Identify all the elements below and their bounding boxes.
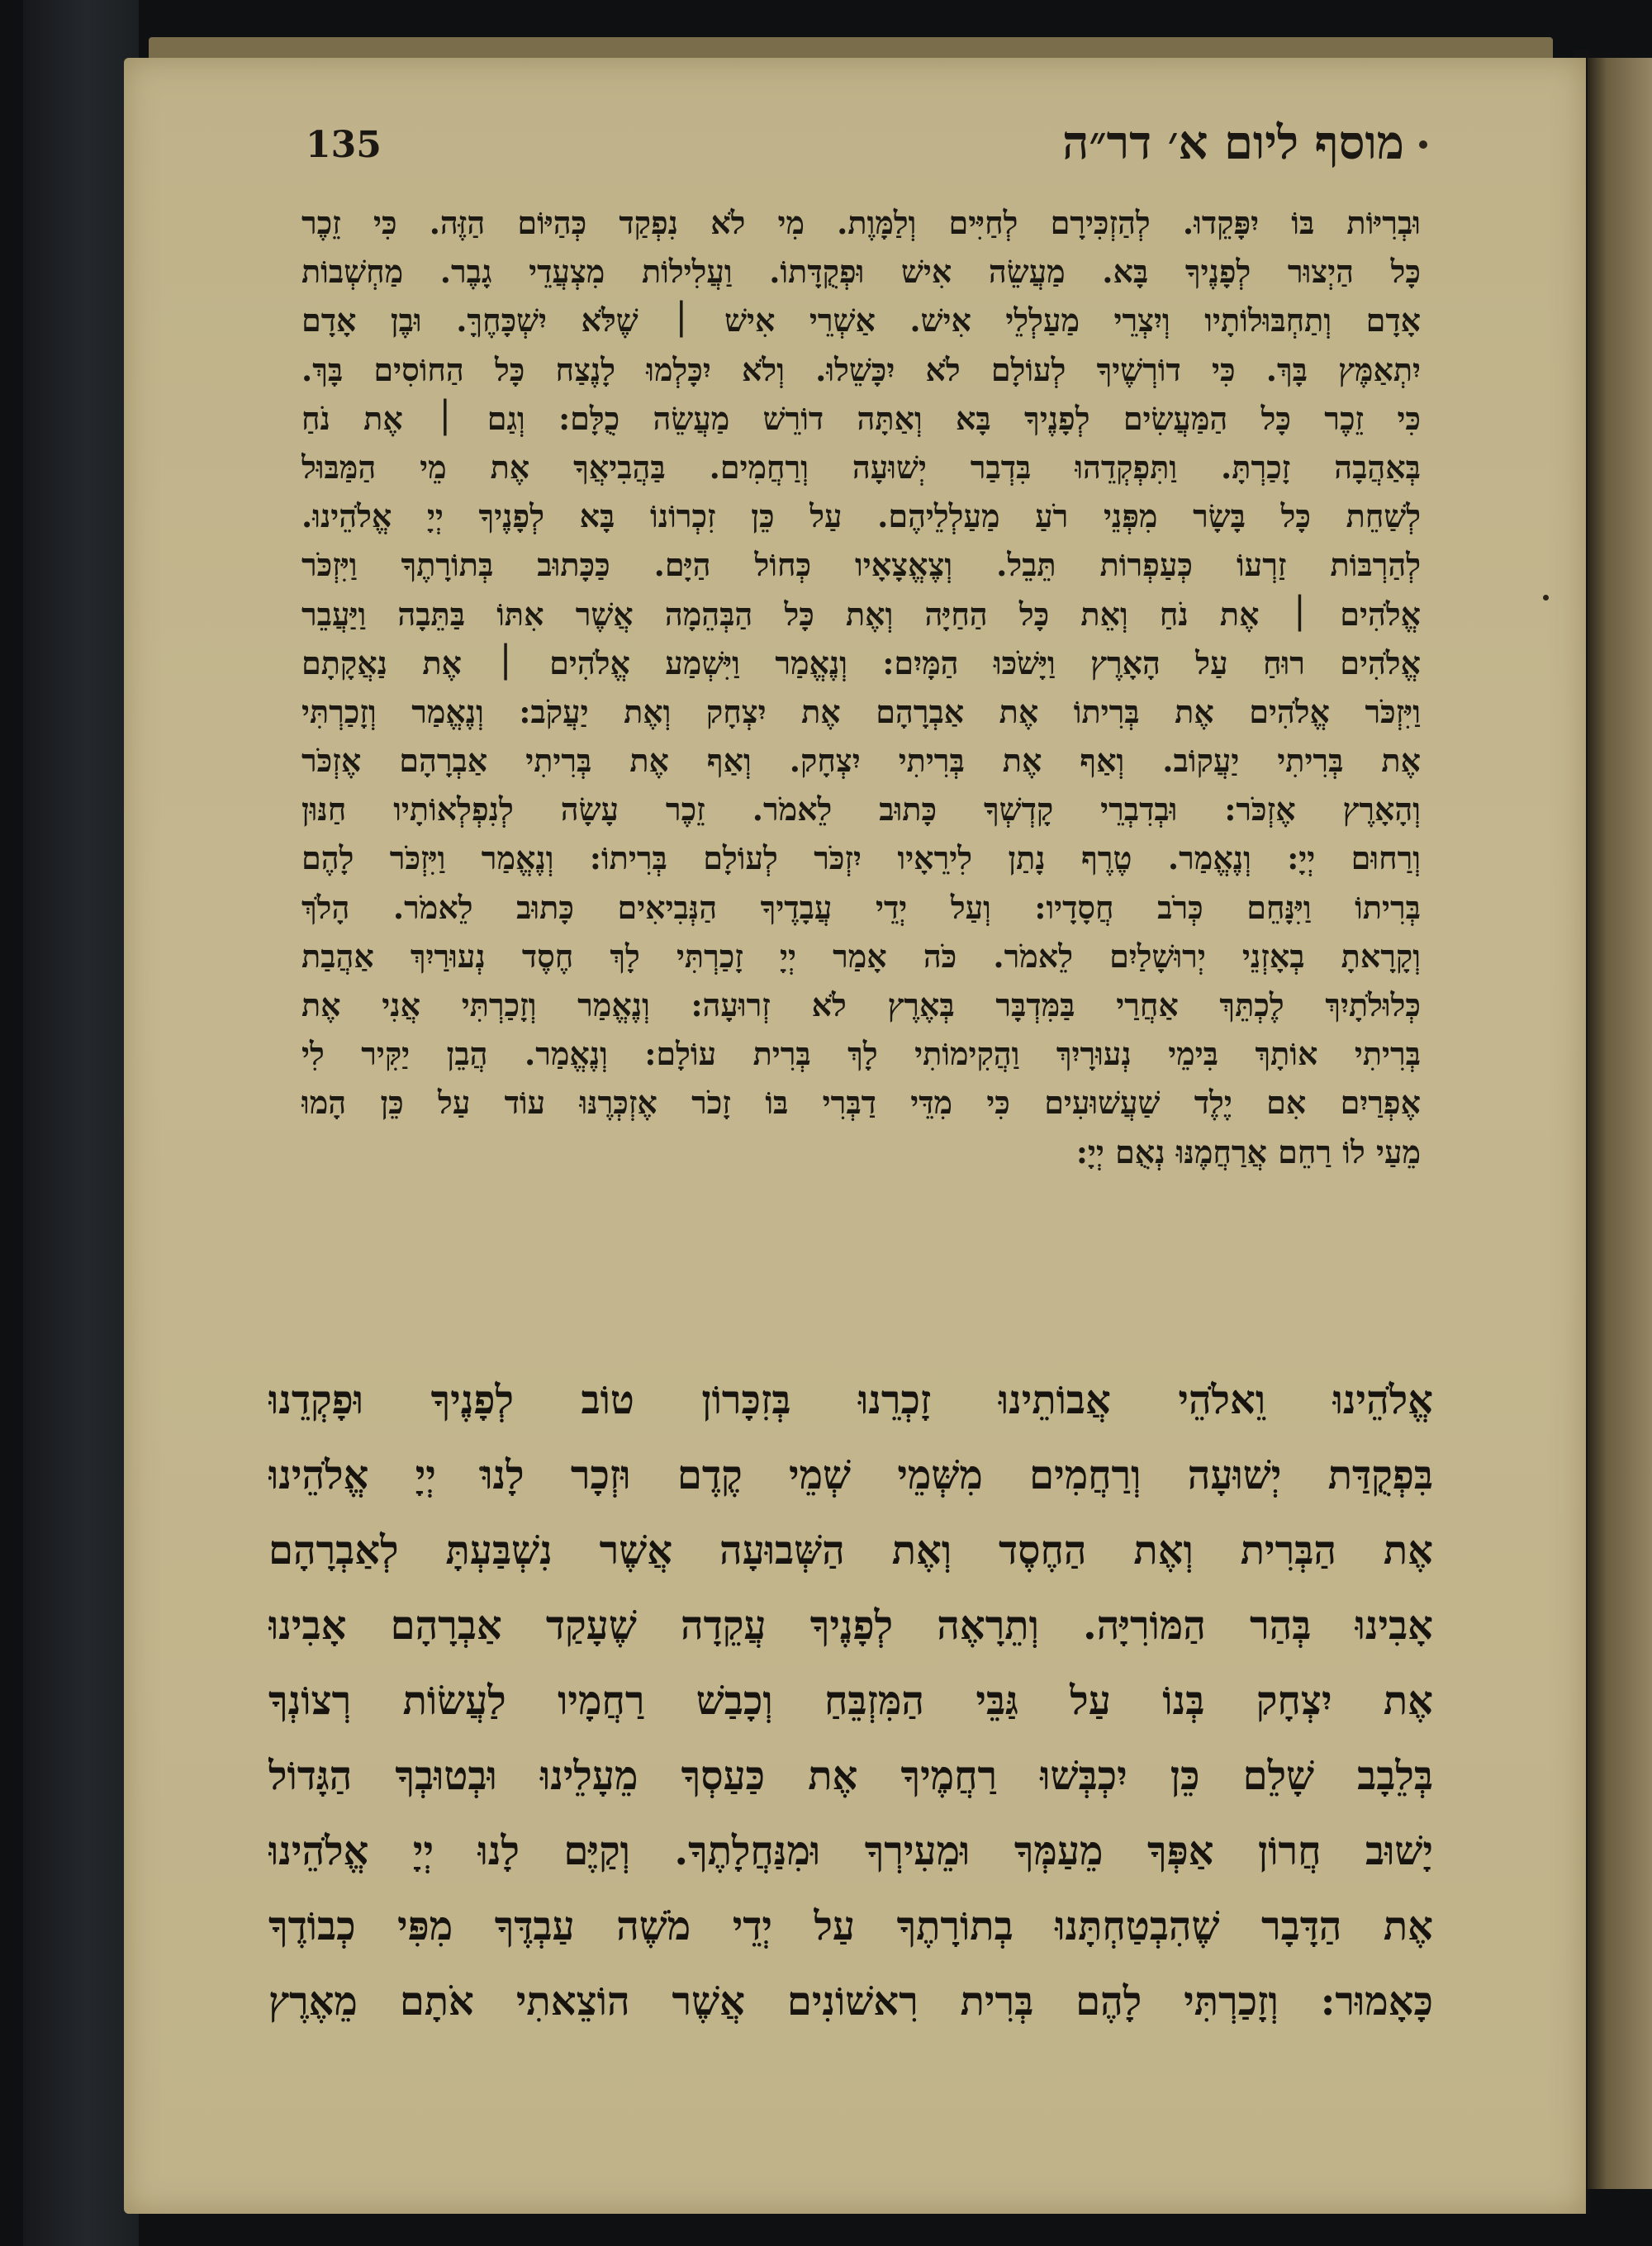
text-line: כָּאָמוּר: וְזָכַרְתִּי לָהֶם בְּרִית רִאשׁוֹנִים אֲשֶׁר הוֹצֵאתִי אֹתָם מֵאֶרֶץ <box>268 1978 1433 2025</box>
small-print-block <box>301 198 1421 1176</box>
text-line: לְשַׁחֵת כָּל בָּשָׂר מִפְּנֵי רֹעַ מַעַלְלֵיהֶם. עַל כֵּן זִכְרוֹנוֹ בָּא לְפָנֶיךָ יְיָ אֱלֹהֵינוּ. <box>301 497 1421 535</box>
book-cover-edge <box>23 0 139 2246</box>
text-line: וַיִּזְכֹּר אֱלֹהִים אֶת בְּרִיתוֹ אֶת אַבְרָהָם אֶת יִצְחָק וְאֶת יַעֲקֹב: וְנֶאֱמַר וְזָכַרְתִּי <box>301 692 1421 730</box>
paper-speck <box>1543 595 1549 601</box>
page-number: 135 <box>306 124 382 166</box>
text-line: כָּל הַיְצוּר לְפָנֶיךָ בָּא. מַעֲשֵׂה אִישׁ וּפְקֻדָּתוֹ. וַעֲלִילוֹת מִצְעֲדֵי גָבֶר. מַחְשְׁבוֹת <box>301 253 1421 291</box>
text-line: וְקָרָאתָ בְאָזְנֵי יְרוּשָׁלַיִם לֵאמֹר. כֹּה אָמַר יְיָ זָכַרְתִּי לָךְ חֶסֶד נְעוּרַיִךְ אַהֲבַת <box>301 937 1421 975</box>
text-line: אָדָם וְתַחְבּוּלוֹתָיו וְיִצְרֵי מַעַלְלֵי אִישׁ. אַשְׁרֵי אִישׁ ׀ שֶׁלֹּא יִשְׁכָּחֶךָּ. וּבֶן אָדָם <box>301 302 1421 340</box>
text-line: וּבְרִיּוֹת בּוֹ יִפָּקֵדוּ. לְהַזְכִּירָם לְחַיִּים וְלַמָּוֶת. מִי לֹא נִפְקַד כְּהַיּוֹם הַזֶּה. כִּי זֵכֶר <box>301 204 1421 241</box>
text-line: וְהָאָרֶץ אֶזְכֹּר: וּבְדִבְרֵי קָדְשְׁךָ כָּתוּב לֵאמֹר. זֵכֶר עָשָׂה לְנִפְלְאוֹתָיו חַנּוּן <box>301 791 1421 829</box>
facing-page-edge <box>1588 58 1652 2189</box>
text-line: אֱלֹהִים ׀ אֶת נֹחַ וְאֵת כָּל הַחַיָּה וְאֶת כָּל הַבְּהֵמָה אֲשֶׁר אִתּוֹ בַּתֵּבָה וַיַּעֲבֵר <box>301 595 1421 633</box>
text-line: אֱלֹהֵינוּ וֵאלֹהֵי אֲבוֹתֵינוּ זָכְרֵנוּ בְּזִכָּרוֹן טוֹב לְפָנֶיךָ וּפָקְדֵנוּ <box>268 1377 1433 1423</box>
text-line: בְּרִיתוֹ וַיִּנָּחֵם כְּרֹב חֲסָדָיו: וְעַל יְדֵי עֲבָדֶיךָ הַנְּבִיאִים כָּתוּב לֵאמֹר. הָלֹךְ <box>301 888 1421 926</box>
running-head: מוסף ליום א׳ דר״ה <box>1062 116 1404 170</box>
text-line: יִתְאַמֶּץ בָּךְ. כִּי דוֹרְשֶׁיךָ לְעוֹלָם לֹא יִכָּשֵׁלוּ. וְלֹא יִכָּלְמוּ לָנֶצַח כָּל הַחוֹסִים בָּךְ. <box>301 350 1421 388</box>
text-line: בְּלֵבָב שָׁלֵם כֵּן יִכְבְּשׁוּ רַחֲמֶיךָ אֶת כַּעַסְךָ מֵעָלֵינוּ וּבְטוּבְךָ הַגָּדוֹל <box>268 1753 1433 1799</box>
text-line: אֱלֹהִים רוּחַ עַל הָאָרֶץ וַיָּשֹׁכּוּ הַמָּיִם: וְנֶאֱמַר וַיִּשְׁמַע אֱלֹהִים ׀ אֶת נַאֲקָתָם <box>301 643 1421 681</box>
text-line: אָבִינוּ בְּהַר הַמּוֹרִיָּה. וְתֵרָאֶה לְפָנֶיךָ עֲקֵדָה שֶׁעָקַד אַבְרָהָם אָבִינוּ <box>268 1603 1433 1649</box>
text-line: אֶפְרַיִם אִם יֶלֶד שַׁעֲשׁוּעִים כִּי מִדֵּי דַבְּרִי בּוֹ זָכֹר אֶזְכְּרֶנּוּ עוֹד עַל כֵּן הָמוּ <box>301 1084 1421 1122</box>
page-header <box>306 116 1479 190</box>
text-line: כִּי זֵכֶר כָּל הַמַּעֲשִׂים לְפָנֶיךָ בָּא וְאַתָּה דוֹרֵשׁ מַעֲשֵׂה כֻלָּם: וְגַם ׀ אֶת נֹחַ <box>301 399 1421 437</box>
text-line: בִּפְקֻדַּת יְשׁוּעָה וְרַחֲמִים מִשְּׁמֵי שְׁמֵי קֶדֶם וּזְכָר לָנוּ יְיָ אֱלֹהֵינוּ <box>268 1452 1433 1498</box>
text-line: כְּלוּלֹתָיִךְ לֶכְתֵּךְ אַחֲרַי בַּמִּדְבָּר בְּאֶרֶץ לֹא זְרוּעָה: וְנֶאֱמַר וְזָכַרְתִּי אֲנִי אֶת <box>301 986 1421 1023</box>
text-line: לְהַרְבּוֹת זַרְעוֹ כְּעַפְרוֹת תֵּבֵל. וְצֶאֱצָאָיו כְּחוֹל הַיָּם. כַּכָּתוּב בְּתוֹרָתֶךָ וַיִּזְכֹּר <box>301 546 1421 584</box>
text-line: וְרַחוּם יְיָ: וְנֶאֱמַר. טֶרֶף נָתַן לִירֵאָיו יִזְכֹּר לְעוֹלָם בְּרִיתוֹ: וְנֶאֱמַר וַיִּזְכֹּר לָהֶם <box>301 839 1421 877</box>
large-print-block <box>268 1363 1433 2039</box>
text-line: אֶת הַדָּבָר שֶׁהִבְטַחְתָּנוּ בְתוֹרָתֶךָ עַל יְדֵי מֹשֶׁה עַבְדֶּךָ מִפִּי כְבוֹדֶךָ <box>268 1903 1433 1949</box>
text-line: יָשׁוּב חֲרוֹן אַפְּךָ מֵעַמְּךָ וּמֵעִירְךָ וּמִנַּחֲלָתֶךָ. וְקַיֶּם לָנוּ יְיָ אֱלֹהֵינוּ <box>268 1828 1433 1874</box>
text-line: אֶת בְּרִיתִי יַעֲקוֹב. וְאַף אֶת בְּרִיתִי יִצְחָק. וְאַף אֶת בְּרִיתִי אַבְרָהָם אֶזְכֹּר <box>301 742 1421 780</box>
text-line: בְּאַהֲבָה זָכַרְתָּ. וַתִּפְקְדֵהוּ בִּדְבַר יְשׁוּעָה וְרַחֲמִים. בַּהֲבִיאֲךָ אֶת מֵי הַמַּבּוּל <box>301 448 1421 486</box>
text-line: מֵעַי לוֹ רַחֵם אֲרַחֲמֶנּוּ נְאֻם יְיָ: <box>1075 1132 1421 1170</box>
text-line: אֶת הַבְּרִית וְאֶת הַחֶסֶד וְאֶת הַשְּׁבוּעָה אֲשֶׁר נִשְׁבַּעְתָּ לְאַבְרָהָם <box>268 1527 1433 1574</box>
text-line: בְּרִיתִי אוֹתָךְ בִּימֵי נְעוּרָיִךְ וַהֲקִימוֹתִי לָךְ בְּרִית עוֹלָם: וְנֶאֱמַר. הֲבֵן יַקִּיר לִי <box>301 1035 1421 1073</box>
text-line: אֶת יִצְחָק בְּנוֹ עַל גַּבֵּי הַמִּזְבֵּחַ וְכָבַשׁ רַחֲמָיו לַעֲשׂוֹת רְצוֹנְךָ <box>268 1678 1433 1724</box>
